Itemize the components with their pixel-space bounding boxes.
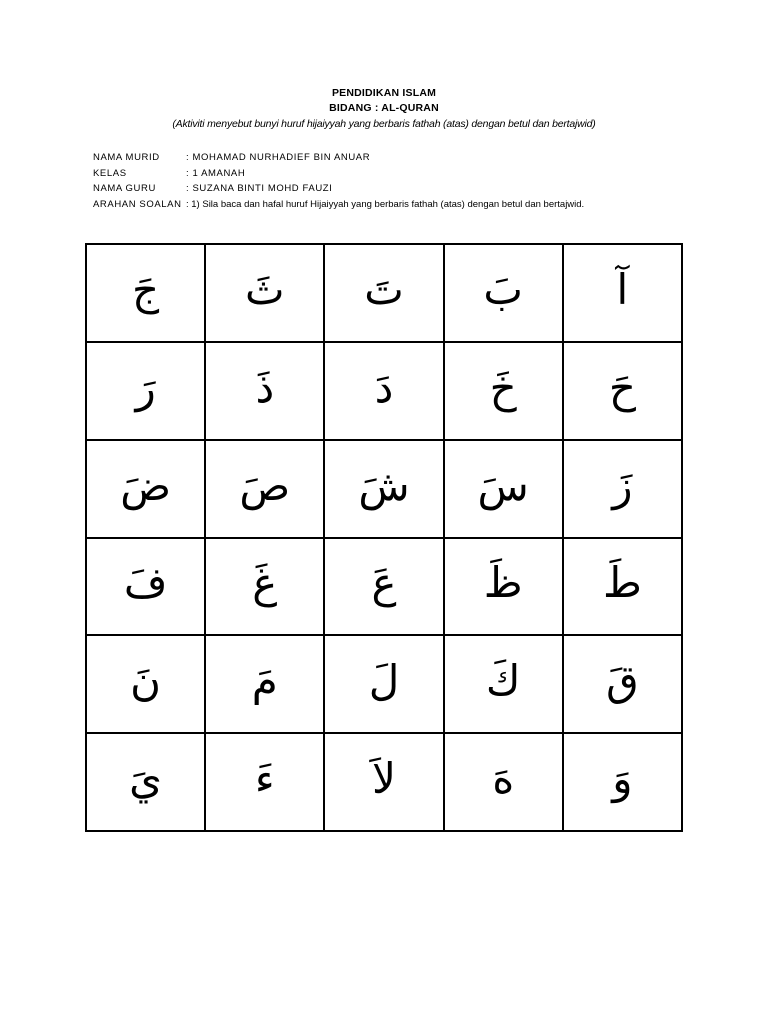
letter-cell [325, 245, 444, 343]
instruction-row [93, 197, 584, 213]
letter-fa-fathah: فَ [123, 558, 168, 608]
letter-cell [445, 441, 564, 539]
letter-cell [325, 441, 444, 539]
letter-mim-fathah: مَ [251, 656, 278, 706]
letter-cell [87, 343, 206, 441]
letter-ha-end-fathah: هَ [492, 754, 515, 804]
activity-description: (Aktiviti menyebut bunyi huruf hijaiyyah yang berbaris fathah (atas) dengan betul dan bertajwid) [172, 118, 596, 130]
letter-cell [325, 734, 444, 832]
letter-cell [206, 539, 325, 637]
letter-ya-fathah: يَ [129, 754, 163, 804]
letter-lam-alif-fathah: لاَ [372, 754, 396, 804]
letter-za-fathah: ظَ [483, 558, 523, 608]
letter-dad-fathah: ضَ [120, 460, 171, 510]
letter-cell [445, 539, 564, 637]
letter-cell [87, 245, 206, 343]
teacher-value: : SUZANA BINTI MOHD FAUZI [186, 183, 333, 194]
letter-cell [445, 245, 564, 343]
letter-cell [206, 441, 325, 539]
letter-ayn-fathah: عَ [371, 558, 397, 608]
letter-cell [445, 343, 564, 441]
letter-nun-fathah: نَ [130, 656, 162, 706]
class-row [93, 166, 584, 182]
letter-cell [206, 245, 325, 343]
letter-cell [325, 636, 444, 734]
page-subtitle: BIDANG : AL-QURAN [329, 102, 439, 114]
teacher-row [93, 181, 584, 197]
letter-kaf-fathah: كَ [485, 656, 521, 706]
letter-cell [87, 539, 206, 637]
letter-sin-fathah: سَ [477, 460, 529, 510]
letter-hamza-fathah: ءَ [254, 754, 275, 804]
letter-cell [445, 636, 564, 734]
letter-cell [87, 734, 206, 832]
letter-ba-fathah: بَ [483, 264, 523, 314]
class-value: : 1 AMANAH [186, 167, 246, 179]
letter-cell [564, 245, 683, 343]
letter-tha-fathah: ثَ [245, 264, 285, 314]
student-name-label: NAMA MURID [93, 152, 160, 163]
letter-dal-fathah: دَ [374, 362, 394, 412]
letter-ta-fathah: تَ [364, 264, 404, 314]
letter-alif-madda: آ [616, 264, 629, 314]
letter-jim-fathah: جَ [132, 264, 160, 314]
letter-ra-fathah: رَ [135, 362, 156, 412]
letter-qaf-fathah: قَ [606, 656, 639, 706]
worksheet-header [0, 86, 768, 133]
instruction-value: : 1) Sila baca dan hafal huruf Hijaiyyah yang berbaris fathah (atas) dengan betul dan bertajwid. [186, 198, 585, 210]
letter-waw-fathah: وَ [612, 754, 633, 804]
letter-sad-fathah: صَ [239, 460, 291, 510]
letter-shin-fathah: شَ [358, 460, 410, 510]
student-name-row [93, 150, 584, 166]
letter-cell [325, 343, 444, 441]
letter-kha-fathah: خَ [489, 362, 517, 412]
teacher-label: NAMA GURU [93, 183, 156, 194]
letter-ha-fathah: حَ [608, 362, 636, 412]
student-name-value: : MOHAMAD NURHADIEF BIN ANUAR [186, 152, 371, 163]
letter-dhal-fathah: ذَ [255, 362, 275, 412]
letter-cell [87, 441, 206, 539]
letter-cell [206, 734, 325, 832]
class-label: KELAS [93, 167, 127, 179]
letter-cell [206, 636, 325, 734]
letter-cell [445, 734, 564, 832]
instruction-label: ARAHAN SOALAN [93, 198, 182, 210]
letter-cell [564, 539, 683, 637]
letter-cell [87, 636, 206, 734]
letter-cell [206, 343, 325, 441]
letter-cell [564, 441, 683, 539]
letter-cell [564, 734, 683, 832]
student-info [93, 150, 584, 212]
letter-cell [325, 539, 444, 637]
letter-ghayn-fathah: غَ [252, 558, 278, 608]
hijaiyyah-letter-grid [85, 243, 683, 832]
letter-lam-fathah: لَ [368, 656, 400, 706]
letter-zay-fathah: زَ [612, 460, 633, 510]
letter-ta-emphatic-fathah: طَ [602, 558, 642, 608]
letter-cell [564, 343, 683, 441]
letter-cell [564, 636, 683, 734]
page-title: PENDIDIKAN ISLAM [331, 87, 437, 99]
